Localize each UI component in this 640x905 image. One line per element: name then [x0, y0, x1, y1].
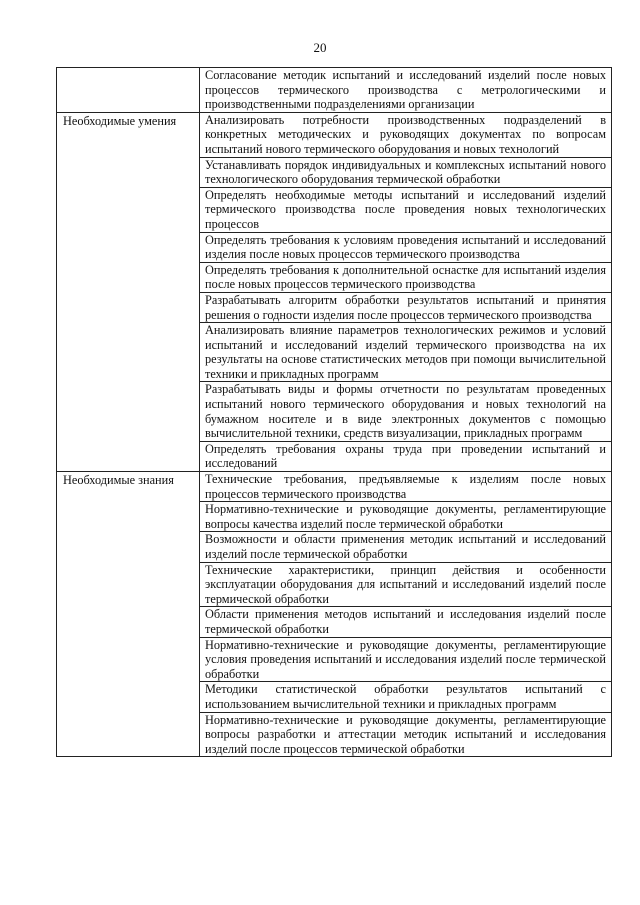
row-text: Определять требования к дополнительной оснастке для испытаний изделия после новых процессов термического производства — [200, 262, 612, 292]
row-text: Анализировать потребности производственных подразделений в конкретных методических и руководящих документах по вопросам испытаний нового термического оборудования и новых технологий — [200, 112, 612, 157]
table-row — [57, 68, 612, 113]
row-text: Определять требования охраны труда при проведении испытаний и исследований — [200, 441, 612, 471]
row-text: Определять необходимые методы испытаний и исследований изделий термического производства после проведения новых технологических процессов — [200, 187, 612, 232]
page-number: 20 — [313, 40, 327, 55]
row-text: Устанавливать порядок индивидуальных и комплексных испытаний нового технологического оборудования термической обработки — [200, 157, 612, 187]
row-text: Нормативно-технические и руководящие документы, регламентирующие вопросы качества изделий после термической обработки — [200, 502, 612, 532]
row-text: Нормативно-технические и руководящие документы, регламентирующие вопросы разработки и аттестации методик испытаний и исследования изделий после процессов термической обработки — [200, 712, 612, 757]
row-category-label: Необходимые знания — [57, 472, 200, 757]
row-category-label — [57, 68, 200, 113]
row-text: Технические характеристики, принцип действия и особенности эксплуатации оборудования для испытаний и исследований изделий после термической обработки — [200, 562, 612, 607]
table-row — [57, 112, 612, 157]
row-text: Возможности и области применения методик испытаний и исследований изделий после термической обработки — [200, 532, 612, 562]
row-text: Согласование методик испытаний и исследований изделий после новых процессов термического производства с метрологическими и производственными подразделениями организации — [200, 68, 612, 113]
requirements-table — [56, 67, 612, 757]
row-text: Области применения методов испытаний и исследования изделий после термической обработки — [200, 607, 612, 637]
row-text: Технические требования, предъявляемые к изделиям после новых процессов термического производства — [200, 472, 612, 502]
row-text: Разрабатывать виды и формы отчетности по результатам проведенных испытаний нового термического оборудования и новых технологий на бумажном носителе и в виде электронных документов с помощью вычислительной техники, средств визуализации, прикладных программ — [200, 382, 612, 441]
row-text: Анализировать влияние параметров технологических режимов и условий испытаний и исследований изделий термического производства на их результаты на основе статистических методов при помощи вычислительной техники и прикладных программ — [200, 323, 612, 382]
row-text: Определять требования к условиям проведения испытаний и исследований изделия после новых процессов термического производства — [200, 232, 612, 262]
row-text: Методики статистической обработки результатов испытаний с использованием вычислительной техники и прикладных программ — [200, 682, 612, 712]
row-category-label: Необходимые умения — [57, 112, 200, 471]
row-text: Нормативно-технические и руководящие документы, регламентирующие условия проведения испытаний и исследования изделий после термической обработки — [200, 637, 612, 682]
row-text: Разрабатывать алгоритм обработки результатов испытаний и принятия решения о годности изделия после процессов термического производства — [200, 292, 612, 322]
table-row — [57, 472, 612, 502]
